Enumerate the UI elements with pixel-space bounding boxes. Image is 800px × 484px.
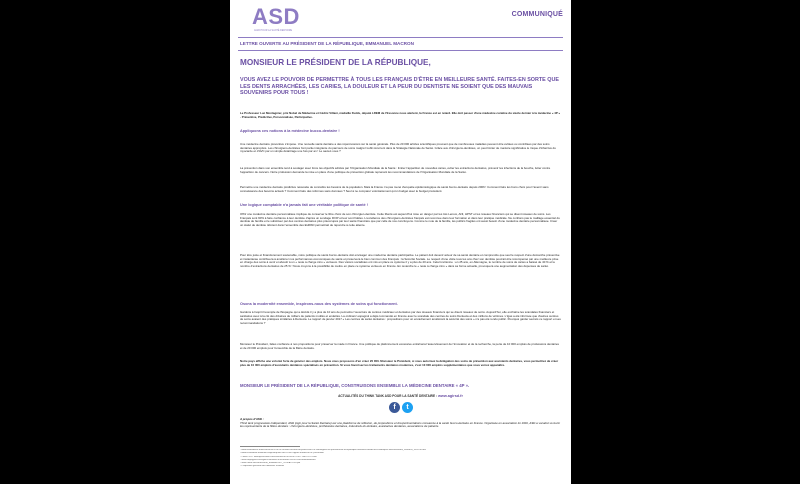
website-link[interactable]: www.agirsd.fr xyxy=(437,394,463,398)
letter-divider xyxy=(238,50,563,51)
facebook-icon[interactable] xyxy=(389,402,400,413)
asd-logo: ASD xyxy=(252,4,300,29)
sub-title: VOUS AVEZ LE POUVOIR DE PERMETTRE À TOUS LES FRANÇAIS D'ÊTRE EN MEILLEURE SANTÉ. FAITES-EN SORTE QUE LES DENTS ARRACHÉES, LES CARIES, LA DOULEUR ET LA PEUR DU DENTISTE NE SOIENT QUE DES MAUVAIS SOUVENIRS POUR TOUS ! xyxy=(240,77,559,97)
communique-badge: COMMUNIQUÉ xyxy=(511,11,563,18)
paragraph-jobs: Notre pays affiche une volonté forte de générer des emplois. Nous vous proposons d'en créer 20 000. Monsieur le Président, si vous autorisez la délégation des soins de prévention aux assistants dentaires, vous permettrez de créer plus de 10 000 emplois d'assistants dentaires spécialisés en prévention. Si vous favorisez les traitements dentaires modernes, c'est 10 000 emplois supplémentaires que vous verrez apparaître. xyxy=(240,359,559,367)
paragraph-personalized: Offrir une médecine dentaire personnalisée implique de conserver le libre choix de son chirurgien-dentiste. Cette liberté est aujourd'hui mise en danger par les lois Leroux, ANI, HPST et les réseaux financiers qui se disent réseaux de soins. Les Français sont 90% à faire confiance à leur dentiste d'après un sondage IFOP et leur sont fidèles. L'excellence des chirurgiens-dentistes français est reconnue dans leur formation et dans leur pratique médicale. Ne confions pas le maillage essentiel du dentiste de famille et le substituer par des centres dentaires plus préoccupés par leur santé financière que par celle de nos concitoyens. Comme le note de la famille, les publics fragiles ont aussi besoin d'une médecine dentaire personnalisée. Créer un statut de dentiste référent dans l'ensemble des EHPAD permettrait de répondre à cette attente. xyxy=(240,212,560,227)
paragraph-prevention: La prévention dans son ensemble tend à soulager avec force les objectifs édictés par l'Organisation Mondiale de la Santé : limiter l'apparition de nouvelles caries, éviter les extractions dentaires, prévenir les infections de la bouche, lutter contre l'apparition de cancers. Notre profession demande la mise en place d'une politique de prévention globale reprenant les recommandations de l'Organisation Mondiale de la Santé. xyxy=(240,166,551,174)
actualites-line xyxy=(230,394,571,398)
footnote: ⁵ www.cnom.net/sante/sante_maladie/2007_2019/AOC/00.pdf xyxy=(240,462,301,465)
actualites-label: ACTUALITÉS DU THINK TANK ASD POUR LA SANTÉ DENTAIRE : xyxy=(338,394,438,398)
section-heading-3: Osons la modernité ensemble, inspirons-nous des systèmes de soins qui fonctionnent. xyxy=(240,302,398,306)
footnote: ⁶ Proposition générale des différents résultats xyxy=(240,465,285,468)
main-title: MONSIEUR LE PRÉSIDENT DE LA RÉPUBLIQUE, xyxy=(240,58,431,67)
about-heading: A propos d'ASD : xyxy=(240,417,264,421)
paragraph-spain: Gardons à l'esprit l'exemple de l'Espagne qui a décidé il y a plus de 10 ans de permettre l'ouverture de centres médicaux et dentaires par des réseaux financiers qui se disent réseaux de soins. Aujourd'hui, elle enchaîne les scandales financiers et sanitaires avec à la clé des dizaines de milliers de patients mutilés et endettés. La ordinanz espagnol a déjà commandé en France avec le scandale des centres de soins Dentexia et des millions de victimes. L'Igas a été informée que d'autres centres de soins avaient des pratiques similaires à Dentexia. Le rapport de janvier 2017 « Les centres de santé dentaires : propositions pour un encadrement améliorant la sécurité des soins » n'a pas été rendu public. Pourquoi garder secrets ce rapport et ses recommandations ? xyxy=(240,310,561,325)
paragraph-made-in-france: Monsieur le Président, faites confiance à nos propositions pour préserver la made in France. Une politique de plafonnement excessive entraînera l'asservissement de l'innovation et de la recherche, la perte de 10 000 emplois de professions dentaires et de 20 000 emplois pour l'ensemble de la filière dentaire. xyxy=(240,342,559,350)
twitter-glyph: t xyxy=(406,404,409,411)
about-section xyxy=(240,418,561,429)
letter-heading: LETTRE OUVERTE AU PRÉSIDENT DE LA RÉPUBLIQUE, EMMANUEL MACRON xyxy=(240,41,414,46)
footnote: ² www.assemblee-nationale.fr/dyn/deputes/PA721000 rapport medecine-4P-prevention xyxy=(240,452,324,455)
paragraph-preventive: Une médecine dentaire préventive s'impose. Une nouvelle santé dentaire a des répercussions sur la santé générale. Plus de 20 000 articles scientifiques prouvent que de nombreuses maladies peuvent être évitées ou contrôlées par des soins dentaires appropriés. Les chirurgiens-dentistes font partie intégrante du parcours de soins malgré l'oubli récurrent dans la Stratégie Nationale de Santé. Grâce aux chirurgiens-dentistes, on peut limiter de manière significative le risque d'infarctus du myocarde et d'AVC par un simple détartrage une fois par an ! Le saviez-vous ? xyxy=(240,142,556,154)
logo-tagline: AGIR POUR LA SANTÉ DENTAIRE xyxy=(254,29,293,32)
footnote: ³ Chiffre 2017 www.qeurcetelie.com/seo/article/2016/4/8/7/20171980-2017.html xyxy=(240,455,317,458)
press-release-page xyxy=(230,0,571,484)
footnote: ⁴ www.stopsyphil-chirurgiens-dentistes.fr/actualites/2016/10/recommandations xyxy=(240,458,316,461)
footnotes-divider xyxy=(240,446,300,447)
twitter-icon[interactable] xyxy=(402,402,413,413)
closing-statement: MONSIEUR LE PRÉSIDENT DE LA RÉPUBLIQUE, CONSTRUISONS ENSEMBLE LA MÉDECINE DENTAIRE « 4P ». xyxy=(240,383,470,388)
header-divider xyxy=(238,37,563,38)
paragraph-participative: Pour être juste et financièrement soutenable, notre politique de santé bucco-dentaire doit envisager une médecine dentaire participative. Le patient doit devenir acteur de sa santé dentaire et comprendre que seul le respect d'une démarche préventive et instantanée contribuera à améliorer nos performances économiques de santé et préservera le bien commun des Français : la Sécurité Sociale. Le respect d'une visite tous les ans chez son dentiste pourrait être récompensé par une meilleure prise en charge des soins à venir et aboutir à un « reste à charge zéro » vertueux. Des visions socialistes ont mis en place ce système il y a plus de 20 ans. Cela fonctionne : en 25 ans, en Allemagne, le nombre de soins de caries a baissé de 40 % et le nombre d'extractions dentaires de 25 % ! Nous croyons à la possibilité de mettre en place ce système vertueux en France. En revanche le « reste à charge zéro » dans sa forme actuelle, provoquera une augmentation des dépenses de santé. xyxy=(240,253,560,268)
section-heading-1: Appliquons ces notions à la médecine bucco-dentaire ! xyxy=(240,129,340,133)
footnote: ¹ www.allemedecin.fr/dossier/actu/2016/10/10/lettre-ouverte-du-professeur-luc-montagnier-au-president-de-la-republique-reflexions-medecins-cardiaques-infection/index_0898805_330129.html xyxy=(240,449,426,451)
section-heading-2: Une logique comptable n'a jamais fait une véritable politique de santé ! xyxy=(240,203,368,207)
about-text: Think tank progressiste indépendant, ASD (Agir pour la Santé Dentaire) est une plateforme de réflexion, de propositions et d'expérimentations consacrée à la santé bucco-dentaire en France. Organisée en association loi 1901, ASD a vocation à réunir les représentants de la filière dentaire : chirurgiens-dentistes, prothésistes dentaires, industriels du dentaire, assistantes dentaires, associations de patients. xyxy=(240,420,560,429)
footnotes xyxy=(240,449,561,469)
facebook-glyph: f xyxy=(393,404,396,411)
paragraph-predictive: Permettre une médecine dentaire prédictive nécessite de connaître les besoins de la population. Mais la France n'a pas mené d'enquête épidémiologique de santé bucco-dentaire depuis 2006 ! Comment faire les bons choix pour l'avenir sans connaissance des besoins actuels ? Comment faire des réformes sans données ? Seul à ne comparer volontairement qu'un budget avec le budget précédent. xyxy=(240,185,549,193)
intro-paragraph: Le Professeur Luc Montagnier, prix Nobel de Médecine et Cédric Villani, médaille Fields, député LREM de l'Essonne nous alertent, la France est en retard. Elle doit passer d'une médecine curative du siècle dernier à la médecine « 4P » - Préventive, Prédictive, Personnalisée, Participative. xyxy=(240,111,561,119)
header xyxy=(230,0,571,36)
